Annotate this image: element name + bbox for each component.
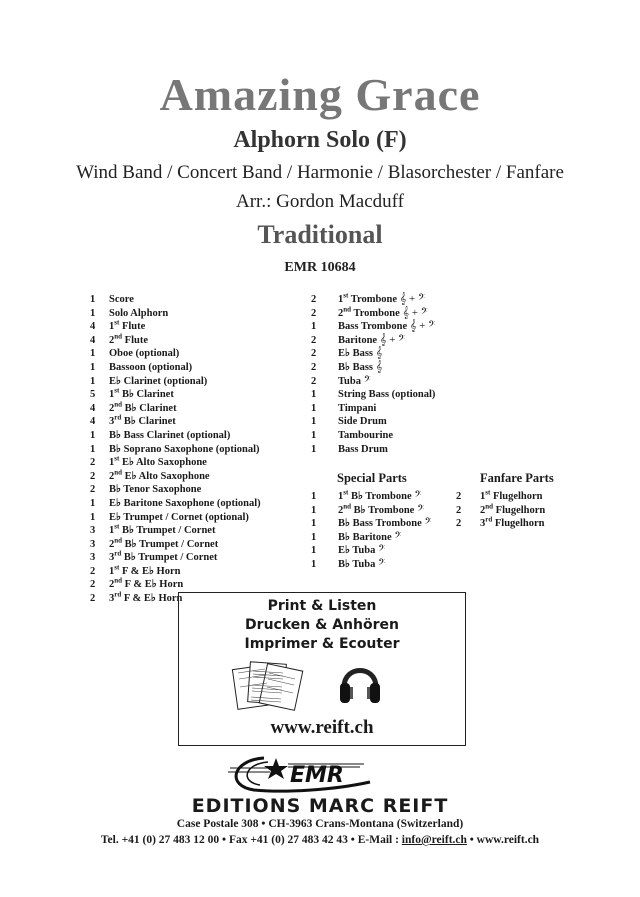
part-row	[311, 517, 432, 531]
part-name: 3rd Flugelhorn	[480, 515, 545, 530]
part-name: 3rd F & E♭ Horn	[109, 590, 183, 605]
part-name: 1st E♭ Alto Saxophone	[109, 454, 207, 469]
part-quantity: 1	[311, 518, 317, 530]
promo-line-drucken: Drucken & Anhören	[245, 617, 399, 633]
part-quantity: 1	[90, 511, 96, 523]
website-link[interactable]: www.reift.ch	[270, 717, 374, 738]
catalog-number: EMR 10684	[284, 260, 356, 275]
clef-icon: 𝄢	[414, 503, 425, 516]
part-row	[311, 558, 432, 572]
part-name: B♭ Tuba 𝄢	[338, 557, 386, 570]
part-quantity: 2	[311, 334, 317, 346]
part-name: Bass Trombone 𝄞 + 𝄢	[338, 320, 436, 333]
clef-icon: 𝄢	[375, 557, 386, 570]
part-quantity: 1	[311, 389, 317, 401]
part-quantity: 1	[311, 402, 317, 414]
part-name: B♭ Tenor Saxophone	[109, 484, 202, 496]
clef-icon: 𝄢	[375, 544, 386, 557]
part-row	[311, 320, 435, 334]
clef-icon: 𝄢	[391, 530, 402, 543]
part-name: 2nd F & E♭ Horn	[109, 576, 184, 591]
part-quantity: 1	[311, 443, 317, 455]
part-quantity: 2	[311, 361, 317, 373]
part-name: 1st Flugelhorn	[480, 488, 543, 502]
part-row	[311, 307, 435, 321]
part-quantity: 1	[311, 504, 317, 516]
part-row	[311, 361, 435, 375]
print-listen-box	[178, 592, 466, 746]
clef-icon: 𝄞 + 𝄢	[397, 293, 426, 305]
part-quantity: 3	[90, 552, 96, 564]
parts-list-left	[90, 293, 261, 606]
part-row	[311, 375, 435, 389]
promo-line-print: Print & Listen	[267, 598, 377, 614]
arranger-credit: Arr.: Gordon Macduff	[236, 191, 404, 212]
genres-line: Wind Band / Concert Band / Harmonie / Blasorchester / Fanfare	[76, 162, 564, 183]
part-row	[90, 470, 261, 484]
promo-line-imprimer: Imprimer & Ecouter	[244, 636, 400, 652]
part-name: Baritone 𝄞 + 𝄢	[338, 333, 406, 346]
clef-icon: 𝄞	[373, 347, 383, 360]
part-row	[90, 361, 261, 375]
part-quantity: 2	[90, 457, 96, 469]
part-name: B♭ Bass Trombone 𝄢	[338, 517, 432, 530]
part-quantity: 4	[90, 402, 96, 414]
part-quantity: 1	[311, 545, 317, 557]
part-name: E♭ Bass 𝄞	[338, 347, 383, 360]
publisher-address: Case Postale 308 • CH-3963 Crans-Montana (Switzerland)	[176, 818, 464, 830]
part-name: 2nd Trombone 𝄞 + 𝄢	[338, 305, 428, 319]
part-quantity: 4	[90, 321, 96, 333]
emr-logo-icon	[224, 752, 374, 794]
sheet-music-icon	[231, 659, 305, 711]
part-quantity: 1	[90, 361, 96, 373]
part-name: 2nd E♭ Alto Saxophone	[109, 468, 210, 482]
part-row	[90, 483, 261, 497]
part-name: 2nd Flute	[109, 332, 148, 346]
part-name: 2nd B♭ Trombone 𝄢	[338, 502, 425, 516]
fanfare-parts-list	[456, 490, 545, 531]
special-parts-list	[311, 490, 432, 572]
clef-icon: 𝄢	[411, 490, 422, 502]
part-quantity: 5	[90, 389, 96, 401]
part-name: 2nd B♭ Trumpet / Cornet	[109, 536, 219, 550]
part-row	[311, 504, 432, 518]
clef-icon: 𝄞 + 𝄢	[377, 333, 406, 346]
part-quantity: 2	[90, 565, 96, 577]
part-row	[456, 504, 545, 518]
part-row	[456, 490, 545, 504]
part-name: Bass Drum	[338, 443, 388, 455]
clef-icon: 𝄢	[360, 374, 371, 387]
emr-logo-text: EMR	[290, 763, 344, 788]
part-quantity: 2	[311, 375, 317, 387]
part-quantity: 2	[90, 593, 96, 605]
headphones-icon	[339, 655, 381, 707]
part-row	[311, 531, 432, 545]
part-name: String Bass (optional)	[338, 389, 436, 401]
clef-icon: 𝄞	[373, 360, 383, 373]
part-quantity: 1	[90, 294, 96, 305]
part-row	[311, 415, 435, 429]
subtitle: Alphorn Solo (F)	[233, 127, 407, 153]
part-quantity: 2	[311, 294, 317, 305]
part-name: 2nd B♭ Clarinet	[109, 400, 177, 414]
part-quantity: 1	[90, 497, 96, 509]
part-name: Bassoon (optional)	[109, 361, 193, 373]
part-name: 1st B♭ Clarinet	[109, 386, 174, 401]
part-quantity: 2	[311, 307, 317, 319]
part-name: E♭ Trumpet / Cornet (optional)	[109, 511, 249, 523]
part-quantity: 1	[90, 443, 96, 455]
part-name: 1st B♭ Trumpet / Cornet	[109, 522, 216, 537]
part-name: 1st Flute	[109, 318, 146, 333]
part-quantity: 1	[90, 375, 96, 387]
part-row	[311, 429, 435, 443]
part-quantity: 1	[90, 429, 96, 441]
part-name: 1st F & E♭ Horn	[109, 563, 181, 577]
page-title: Amazing Grace	[159, 69, 481, 120]
part-quantity: 1	[311, 491, 317, 502]
part-row	[90, 497, 261, 511]
contact-phone-fax: Tel. +41 (0) 27 483 12 00 • Fax +41 (0) 27 483 42 43 • E-Mail :	[100, 834, 402, 846]
part-quantity: 2	[90, 484, 96, 496]
part-quantity: 1	[311, 558, 317, 570]
part-name: B♭ Bass 𝄞	[338, 360, 383, 373]
part-row	[311, 388, 435, 402]
part-name: Tuba 𝄢	[338, 374, 371, 387]
part-row	[311, 443, 435, 457]
part-name: Tambourine	[338, 429, 394, 441]
part-quantity: 2	[311, 348, 317, 360]
clef-icon: 𝄞 + 𝄢	[407, 320, 436, 333]
part-name: E♭ Tuba 𝄢	[338, 544, 386, 557]
part-row	[90, 415, 261, 429]
part-quantity: 2	[456, 491, 462, 502]
part-quantity: 1	[311, 531, 317, 543]
part-name: 3rd B♭ Clarinet	[109, 413, 176, 428]
fanfare-parts-heading: Fanfare Parts	[480, 471, 554, 485]
part-quantity: 3	[90, 525, 96, 537]
part-quantity: 4	[90, 416, 96, 428]
part-quantity: 1	[311, 429, 317, 441]
part-row	[90, 334, 261, 348]
contact-website: • www.reift.ch	[466, 834, 540, 846]
part-row	[90, 293, 261, 307]
part-name: B♭ Soprano Saxophone (optional)	[109, 443, 260, 455]
part-quantity: 1	[90, 348, 96, 360]
part-quantity: 4	[90, 334, 96, 346]
part-name: B♭ Baritone 𝄢	[338, 530, 402, 543]
part-row	[311, 293, 435, 307]
part-name: E♭ Clarinet (optional)	[109, 375, 208, 387]
part-name: 1st B♭ Trombone 𝄢	[338, 488, 422, 502]
special-parts-heading: Special Parts	[337, 471, 407, 485]
email-link[interactable]: info@reift.ch	[401, 834, 467, 846]
composer-credit: Traditional	[257, 220, 383, 249]
part-quantity: 2	[456, 504, 462, 516]
parts-list-middle	[311, 293, 435, 456]
clef-icon: 𝄢	[421, 517, 432, 530]
part-name: Timpani	[338, 402, 377, 414]
part-row	[311, 402, 435, 416]
part-quantity: 2	[90, 470, 96, 482]
part-quantity: 2	[90, 579, 96, 591]
part-quantity: 3	[90, 538, 96, 550]
part-name: Side Drum	[338, 416, 387, 428]
part-name: E♭ Baritone Saxophone (optional)	[109, 497, 261, 509]
part-row	[311, 347, 435, 361]
part-quantity: 1	[90, 307, 96, 319]
part-row	[311, 490, 432, 504]
clef-icon: 𝄞 + 𝄢	[399, 306, 428, 319]
part-name: Oboe (optional)	[109, 348, 180, 360]
part-name: 3rd B♭ Trumpet / Cornet	[109, 549, 218, 564]
part-name: 2nd Flugelhorn	[480, 502, 546, 516]
publisher-name: EDITIONS MARC REIFT	[191, 795, 449, 817]
part-name: Solo Alphorn	[109, 307, 169, 319]
part-row	[90, 347, 261, 361]
part-row	[311, 334, 435, 348]
part-quantity: 2	[456, 518, 462, 530]
part-name: B♭ Bass Clarinet (optional)	[109, 429, 231, 441]
part-quantity: 1	[311, 416, 317, 428]
part-name: 1st Trombone 𝄞 + 𝄢	[338, 291, 426, 305]
publisher-contact	[0, 834, 640, 846]
part-name: Score	[109, 294, 134, 305]
part-quantity: 1	[311, 321, 317, 333]
part-row	[90, 429, 261, 443]
part-row	[456, 517, 545, 531]
part-row	[311, 544, 432, 558]
